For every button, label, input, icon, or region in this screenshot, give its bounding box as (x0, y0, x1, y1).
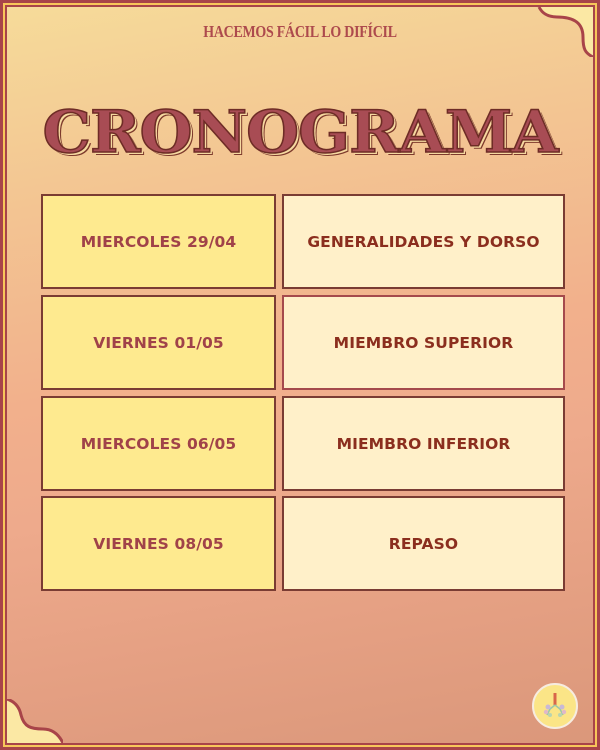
logo-badge (532, 683, 578, 729)
schedule-topic-cell: MIEMBRO INFERIOR (282, 396, 565, 491)
bottom-left-corner-ornament (7, 699, 63, 743)
schedule-topic-cell: MIEMBRO SUPERIOR (282, 295, 565, 390)
schedule-row (41, 295, 565, 390)
schedule-topic-cell: GENERALIDADES Y DORSO (282, 194, 565, 289)
schedule-date-cell: VIERNES 08/05 (41, 496, 276, 591)
schedule-row (41, 396, 565, 491)
page-title: CRONOGRAMA (42, 98, 558, 166)
schedule-row (41, 496, 565, 591)
schedule-topic-cell: REPASO (282, 496, 565, 591)
schedule-date-cell: VIERNES 01/05 (41, 295, 276, 390)
schedule-row (41, 194, 565, 289)
schedule-date-cell: MIERCOLES 06/05 (41, 396, 276, 491)
header-subtitle: HACEMOS FÁCIL LO DIFÍCIL (203, 22, 397, 41)
schedule-date-cell: MIERCOLES 29/04 (41, 194, 276, 289)
lungs-icon (541, 691, 569, 721)
